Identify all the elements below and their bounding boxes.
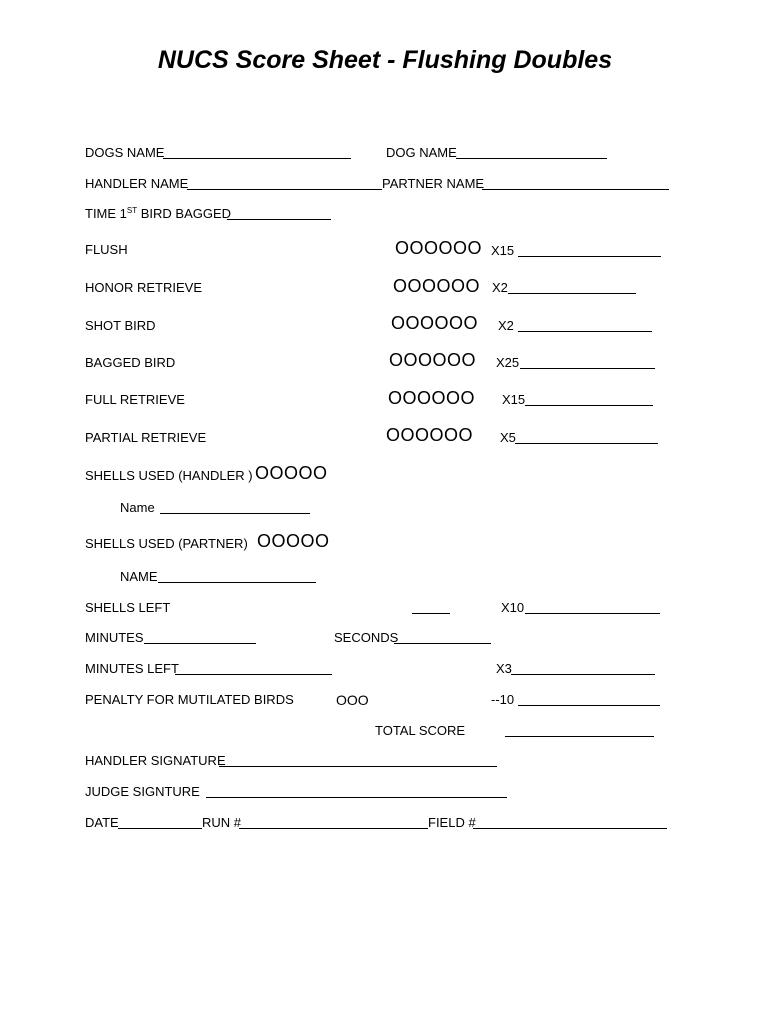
partial-retrieve-score-field[interactable] bbox=[515, 443, 658, 444]
shells-used-handler-circles[interactable]: OOOOO bbox=[255, 463, 328, 483]
partial-retrieve-circles[interactable]: OOOOOO bbox=[386, 425, 474, 445]
honor-retrieve-circles[interactable]: OOOOOO bbox=[393, 276, 481, 296]
shells-left-label: SHELLS LEFT bbox=[85, 600, 171, 615]
date-field[interactable] bbox=[118, 828, 202, 829]
shells-left-multiplier: X10 bbox=[501, 600, 525, 615]
shells-used-partner-label: SHELLS USED (PARTNER) bbox=[85, 536, 248, 551]
judge-signature-label: JUDGE SIGNTURE bbox=[85, 784, 200, 799]
time-first-bird-field[interactable] bbox=[227, 219, 331, 220]
penalty-multiplier: --10 bbox=[491, 692, 515, 707]
handler-shooter-name-field[interactable] bbox=[160, 513, 310, 514]
dog-name-label: DOG NAME bbox=[386, 145, 457, 160]
run-label: RUN # bbox=[202, 815, 242, 830]
seconds-field[interactable] bbox=[394, 643, 491, 644]
partner-shooter-name-field[interactable] bbox=[158, 582, 316, 583]
honor-retrieve-label: HONOR RETRIEVE bbox=[85, 280, 203, 295]
flush-score-field[interactable] bbox=[518, 256, 661, 257]
minutes-left-score-field[interactable] bbox=[511, 674, 655, 675]
shot-bird-circles[interactable]: OOOOOO bbox=[391, 313, 479, 333]
dogs-name-label: DOGS NAME bbox=[85, 145, 165, 160]
partial-retrieve-multiplier: X5 bbox=[500, 430, 516, 445]
penalty-label: PENALTY FOR MUTILATED BIRDS bbox=[85, 692, 294, 707]
honor-retrieve-score-field[interactable] bbox=[508, 293, 636, 294]
partner-shooter-name-label: NAME bbox=[120, 569, 158, 584]
flush-multiplier: X15 bbox=[491, 243, 515, 258]
full-retrieve-multiplier: X15 bbox=[502, 392, 526, 407]
field-number-field[interactable] bbox=[473, 828, 667, 829]
handler-signature-label: HANDLER SIGNATURE bbox=[85, 753, 226, 768]
penalty-circles[interactable]: OOO bbox=[336, 692, 369, 708]
partner-name-label: PARTNER NAME bbox=[382, 176, 485, 191]
handler-signature-field[interactable] bbox=[219, 766, 497, 767]
dogs-name-field[interactable] bbox=[163, 158, 351, 159]
full-retrieve-circles[interactable]: OOOOOO bbox=[388, 388, 476, 408]
minutes-left-field[interactable] bbox=[175, 674, 332, 675]
shot-bird-label: SHOT BIRD bbox=[85, 318, 156, 333]
page-title: NUCS Score Sheet - Flushing Doubles bbox=[157, 46, 613, 74]
total-score-field[interactable] bbox=[505, 736, 654, 737]
date-label: DATE bbox=[85, 815, 119, 830]
total-score-label: TOTAL SCORE bbox=[375, 723, 466, 738]
field-label: FIELD # bbox=[428, 815, 476, 830]
dog-name-field[interactable] bbox=[456, 158, 607, 159]
bagged-bird-circles[interactable]: OOOOOO bbox=[389, 350, 477, 370]
shot-bird-score-field[interactable] bbox=[518, 331, 652, 332]
shot-bird-multiplier: X2 bbox=[498, 318, 514, 333]
minutes-left-label: MINUTES LEFT bbox=[85, 661, 179, 676]
minutes-left-multiplier: X3 bbox=[496, 661, 512, 676]
flush-label: FLUSH bbox=[85, 242, 128, 257]
shells-left-score-field[interactable] bbox=[525, 613, 660, 614]
run-field[interactable] bbox=[239, 828, 428, 829]
full-retrieve-label: FULL RETRIEVE bbox=[85, 392, 185, 407]
handler-name-field[interactable] bbox=[187, 189, 382, 190]
partner-name-field[interactable] bbox=[482, 189, 669, 190]
bagged-bird-score-field[interactable] bbox=[520, 368, 655, 369]
shells-used-partner-circles[interactable]: OOOOO bbox=[257, 531, 330, 551]
shells-left-count-field[interactable] bbox=[412, 613, 450, 614]
handler-shooter-name-label: Name bbox=[120, 500, 155, 515]
partial-retrieve-label: PARTIAL RETRIEVE bbox=[85, 430, 207, 445]
bagged-bird-multiplier: X25 bbox=[496, 355, 520, 370]
minutes-field[interactable] bbox=[144, 643, 256, 644]
full-retrieve-score-field[interactable] bbox=[525, 405, 653, 406]
seconds-label: SECONDS bbox=[334, 630, 399, 645]
handler-name-label: HANDLER NAME bbox=[85, 176, 189, 191]
honor-retrieve-multiplier: X2 bbox=[492, 280, 508, 295]
shells-used-handler-label: SHELLS USED (HANDLER ) bbox=[85, 468, 253, 483]
penalty-score-field[interactable] bbox=[518, 705, 660, 706]
time-first-bird-label: TIME 1ST BIRD BAGGED bbox=[85, 206, 232, 221]
flush-circles[interactable]: OOOOOO bbox=[395, 238, 483, 258]
minutes-label: MINUTES bbox=[85, 630, 144, 645]
bagged-bird-label: BAGGED BIRD bbox=[85, 355, 176, 370]
judge-signature-field[interactable] bbox=[206, 797, 507, 798]
